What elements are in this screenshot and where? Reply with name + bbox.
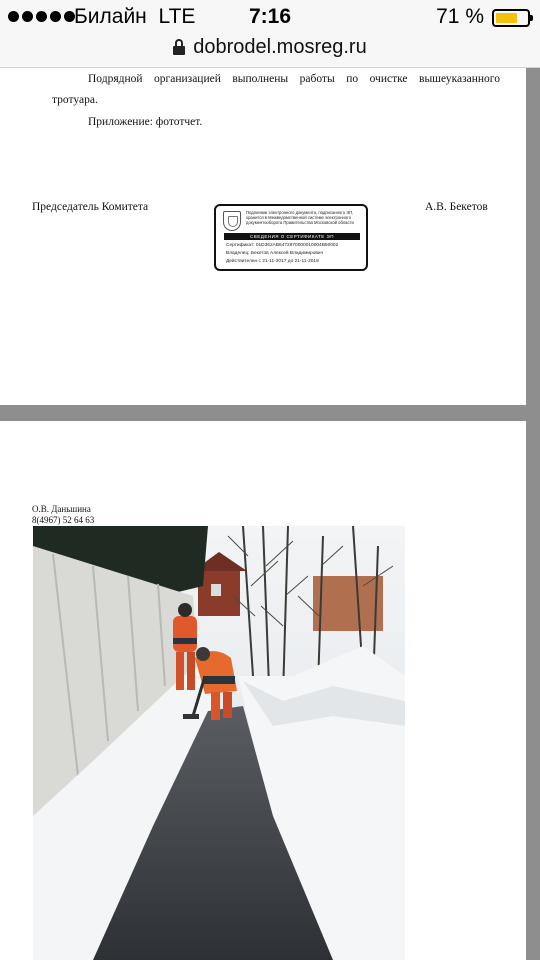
report-paragraph: Подрядной организацией выполнены работы по очистке вышеуказанного [88,73,500,85]
browser-chrome [0,0,540,68]
certificate-validity: Действителен с 21-11-2017 до 21-11-2018 [226,259,319,264]
chair-title: Председатель Комитета [32,201,149,213]
coat-of-arms-icon [223,211,241,231]
clock: 7:16 [248,5,292,28]
signer-name: А.В. Бекетов [425,201,488,213]
battery-icon [492,9,530,27]
certificate-owner: Владелец: Бекетов Алексей Владимирович [226,251,324,256]
address-bar[interactable] [0,34,540,60]
attachment-note: Приложение: фототчет. [88,116,203,128]
stamp-header: Подлинник электронного документа, подписанного ЭП, хранится в Межведомственной системе электронного документооборота Правительства Московской области [246,210,354,225]
url-text[interactable]: dobrodel.mosreg.ru [193,35,367,58]
document-page-2 [0,421,526,960]
certificate-number: Сертификат: 01D362AB6472870000010004B50002 [226,243,339,248]
report-paragraph-continuation: тротуара. [52,94,98,106]
contact-phone: 8(4967) 52 64 63 [32,515,95,525]
carrier-label: Билайн [74,5,147,28]
status-bar [0,0,540,36]
lock-icon [173,39,185,55]
digital-signature-stamp [214,204,368,271]
stamp-band: СВЕДЕНИЯ О СЕРТИФИКАТЕ ЭП [224,233,360,240]
network-type: LTE [158,5,196,28]
snow-clearing-photo [33,526,405,960]
contact-name: О.В. Даньшина [32,504,91,514]
document-page-1 [0,68,526,405]
battery-percent: 71 % [436,5,484,28]
